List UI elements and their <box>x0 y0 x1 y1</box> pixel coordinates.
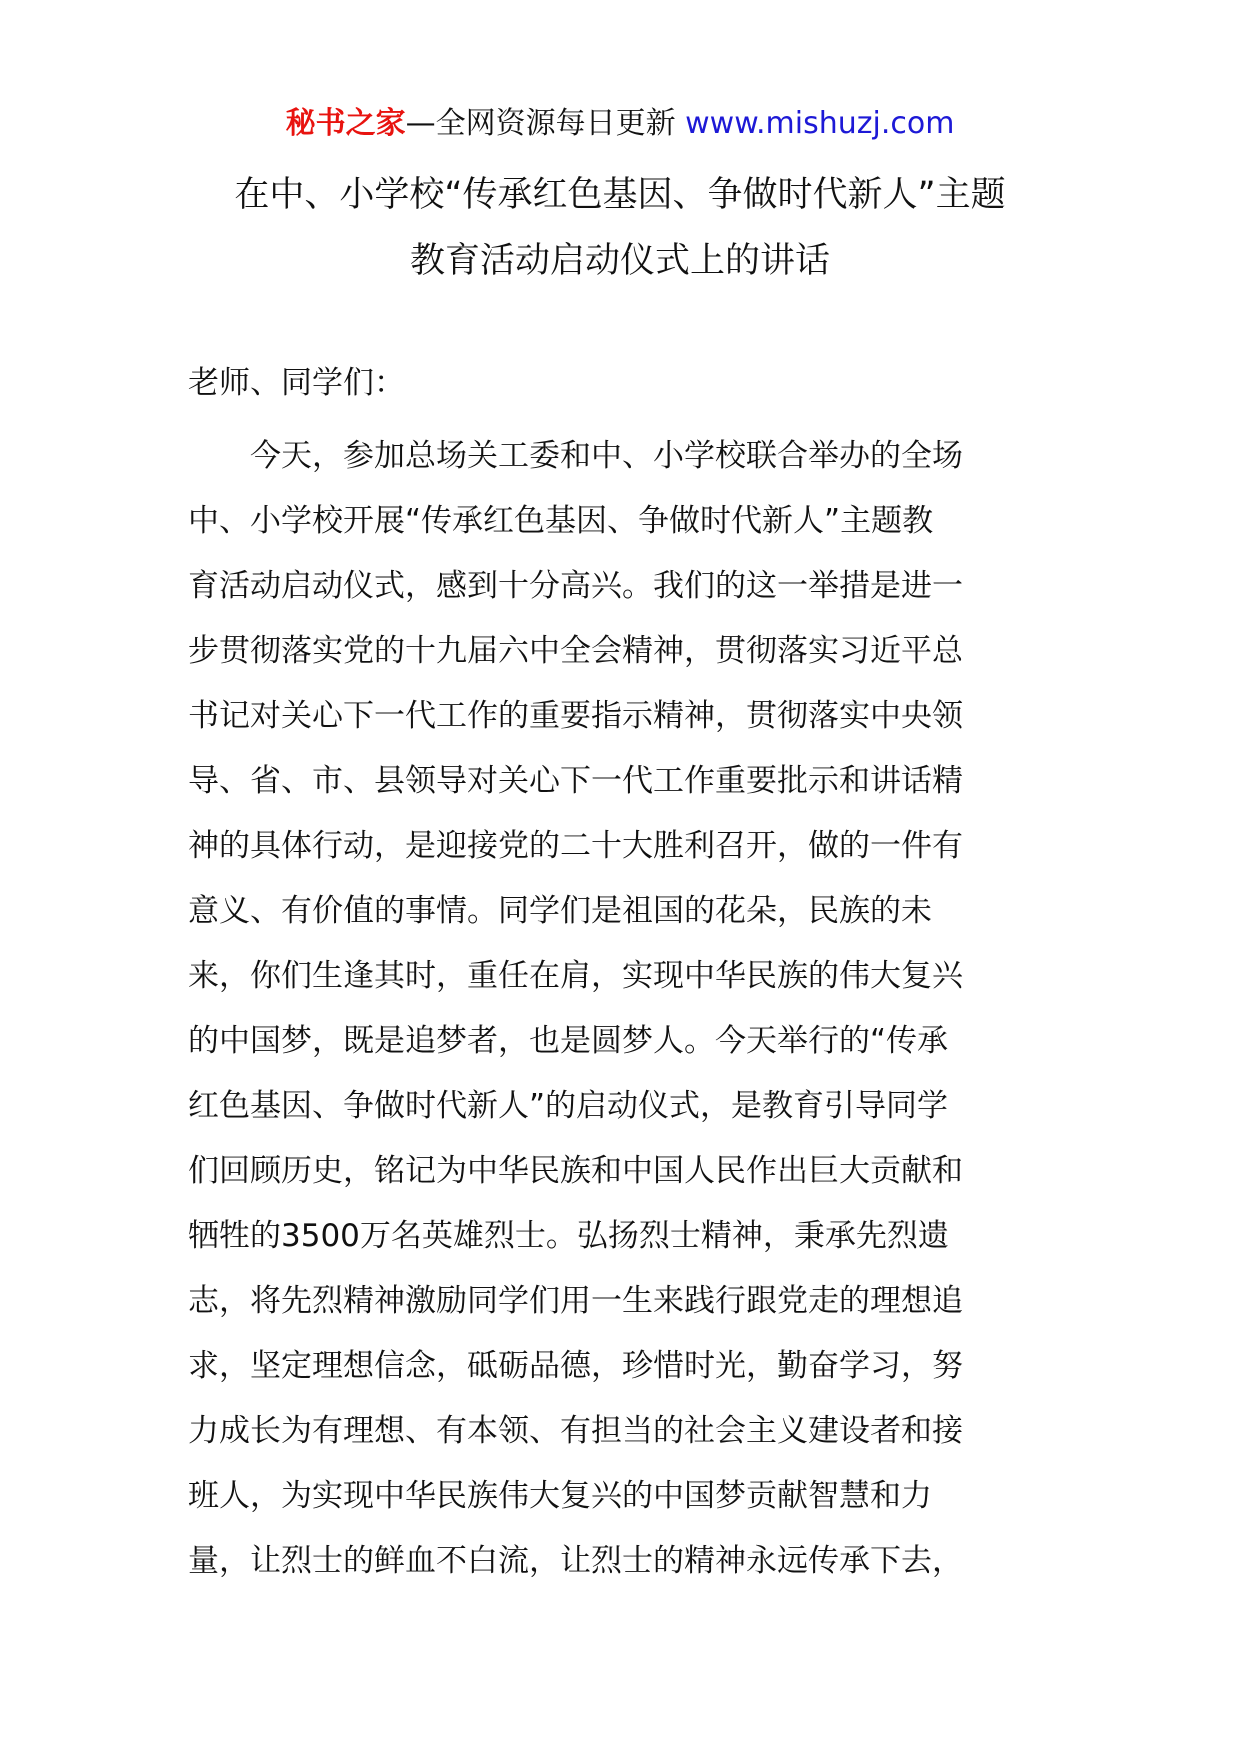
paragraph-line: 中、小学校开展“传承红色基因、争做时代新人”主题教 <box>188 503 934 539</box>
paragraph-line: 书记对关心下一代工作的重要指示精神，贯彻落实中央领 <box>188 698 963 734</box>
paragraph-line: 神的具体行动，是迎接党的二十大胜利召开，做的一件有 <box>188 828 963 864</box>
paragraph-line: 今天，参加总场关工委和中、小学校联合举办的全场 <box>188 438 963 474</box>
paragraph-line: 牺牲的3500万名英雄烈士。弘扬烈士精神，秉承先烈遗 <box>188 1218 949 1254</box>
paragraph-line: 求，坚定理想信念，砥砺品德，珍惜时光，勤奋学习，努 <box>188 1348 963 1384</box>
document-title <box>0 162 1240 294</box>
banner-tagline: —全网资源每日更新 <box>405 106 676 141</box>
paragraph-line: 育活动启动仪式，感到十分高兴。我们的这一举措是进一 <box>188 568 963 604</box>
paragraph-line: 们回顾历史，铭记为中华民族和中国人民作出巨大贡献和 <box>188 1153 963 1189</box>
paragraph-line: 导、省、市、县领导对关心下一代工作重要批示和讲话精 <box>188 763 963 799</box>
paragraph-line: 红色基因、争做时代新人”的启动仪式，是教育引导同学 <box>188 1088 949 1124</box>
brand-name: 秘书之家 <box>285 106 406 141</box>
paragraph-line: 意义、有价值的事情。同学们是祖国的花朵，民族的未 <box>188 893 932 929</box>
site-url-link[interactable]: www.mishuzj.com <box>685 106 955 141</box>
paragraph-line: 步贯彻落实党的十九届六中全会精神，贯彻落实习近平总 <box>188 633 963 669</box>
site-banner <box>0 102 1240 146</box>
paragraph-line: 的中国梦，既是追梦者，也是圆梦人。今天举行的“传承 <box>188 1023 949 1059</box>
title-line-1: 在中、小学校“传承红色基因、争做时代新人”主题 <box>234 175 1006 215</box>
title-line-2: 教育活动启动仪式上的讲话 <box>409 241 830 281</box>
paragraph-line: 力成长为有理想、有本领、有担当的社会主义建设者和接 <box>188 1413 963 1449</box>
paragraph-line: 量，让烈士的鲜血不白流，让烈士的精神永远传承下去， <box>188 1543 963 1579</box>
paragraph-line: 来，你们生逢其时，重任在肩，实现中华民族的伟大复兴 <box>188 958 963 994</box>
body-paragraph <box>188 424 1058 1594</box>
paragraph-line: 志，将先烈精神激励同学们用一生来践行跟党走的理想追 <box>188 1283 963 1319</box>
salutation: 老师、同学们： <box>188 365 405 401</box>
paragraph-line: 班人，为实现中华民族伟大复兴的中国梦贡献智慧和力 <box>188 1478 932 1514</box>
